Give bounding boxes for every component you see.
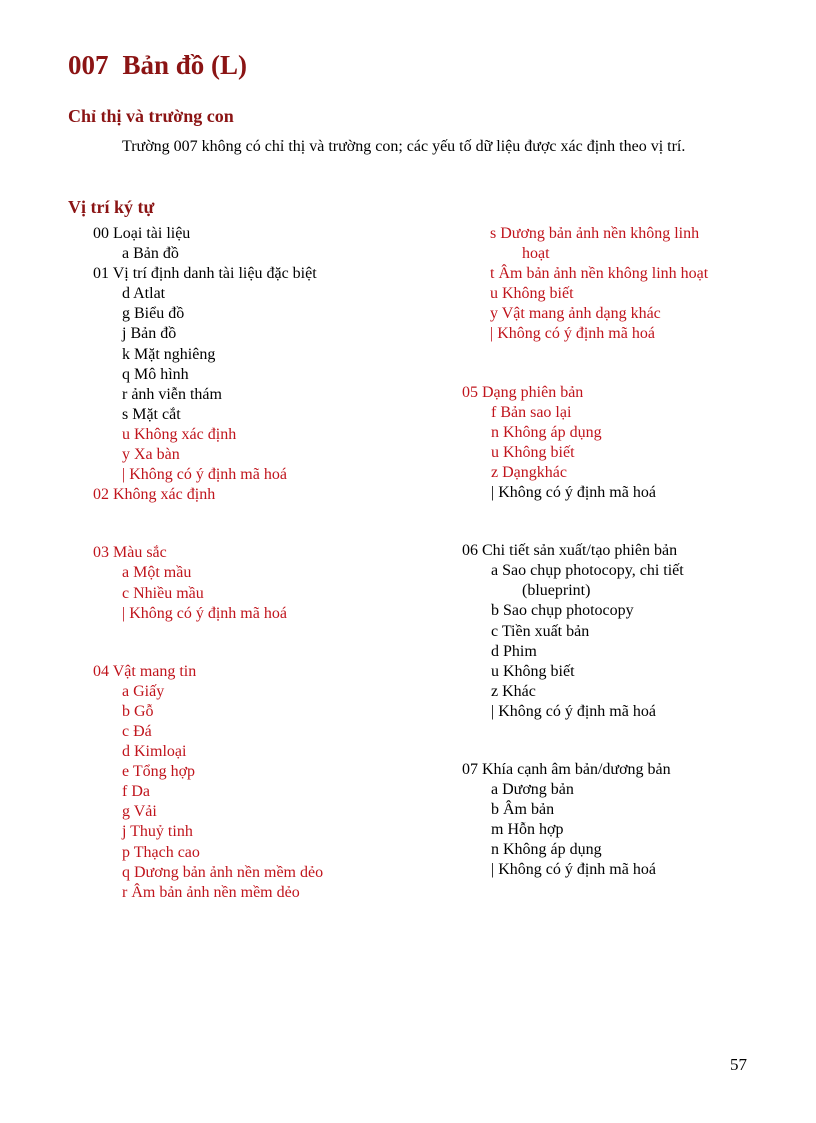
position-04-continued	[462, 224, 762, 345]
code-item: a Giấy	[122, 682, 165, 700]
position-02	[93, 485, 423, 505]
code-item: a Một mầu	[122, 564, 192, 582]
code-item: c Đá	[122, 722, 152, 740]
code-item: q Dương bản ảnh nền mềm dẻo	[122, 863, 324, 881]
code-item: t Âm bản ảnh nền không linh hoạt	[490, 265, 709, 283]
code-item: s Dương bản ảnh nền không linh	[490, 225, 700, 242]
code-item: c Nhiều mầu	[122, 584, 204, 602]
code-item: y Xa bàn	[122, 446, 180, 464]
indicators-heading: Chỉ thị và trường con	[68, 106, 234, 126]
position-05	[462, 383, 762, 504]
code-item: b Âm bản	[491, 801, 555, 819]
field-code: 007	[68, 50, 109, 80]
code-item: n Không áp dụng	[491, 423, 602, 441]
code-item: n Không áp dụng	[491, 841, 602, 859]
position-label: 06 Chi tiết sản xuất/tạo phiên bản	[462, 542, 678, 560]
code-item: y Vật mang ảnh dạng khác	[490, 305, 661, 323]
code-item: p Thạch cao	[122, 843, 200, 861]
left-column	[93, 224, 423, 903]
code-item-continuation: (blueprint)	[522, 582, 591, 600]
position-label: 07 Khía cạnh âm bản/dương bản	[462, 760, 671, 778]
code-item: a Dương bản	[491, 781, 574, 799]
positions-heading: Vị trí ký tự	[68, 197, 155, 217]
code-item: b Sao chụp photocopy	[491, 602, 634, 620]
code-item: u Không biết	[491, 662, 575, 680]
code-item: f Da	[122, 783, 150, 801]
code-item: g Vải	[122, 803, 157, 821]
position-04	[93, 662, 423, 903]
field-name: Bản đồ (L)	[122, 50, 248, 80]
position-01	[93, 264, 423, 485]
position-00	[93, 224, 423, 264]
code-item-continuation: hoạt	[522, 245, 550, 263]
code-item: s Mặt cắt	[122, 405, 181, 423]
position-label: 05 Dạng phiên bản	[462, 383, 584, 401]
code-item: | Không có ý định mã hoá	[490, 325, 655, 343]
position-07	[462, 760, 762, 881]
code-item: r ảnh viễn thám	[122, 385, 222, 403]
code-item: u Không xác định	[122, 425, 237, 443]
page-title	[68, 50, 247, 81]
code-item: k Mặt nghiêng	[122, 345, 216, 363]
code-item: d Atlat	[122, 285, 166, 303]
code-item: f Bản sao lại	[491, 403, 572, 421]
code-item: z Khác	[491, 682, 536, 700]
code-item: | Không có ý định mã hoá	[122, 466, 287, 484]
code-item: r Âm bản ảnh nền mềm dẻo	[122, 883, 300, 901]
code-item: c Tiền xuất bản	[491, 622, 590, 640]
code-item: | Không có ý định mã hoá	[491, 861, 656, 879]
code-item: j Thuỷ tinh	[122, 823, 193, 841]
position-label: 00 Loại tài liệu	[93, 225, 191, 242]
code-item: a Sao chụp photocopy, chi tiết	[491, 562, 684, 580]
position-label: 04 Vật mang tin	[93, 662, 197, 680]
code-item: q Mô hình	[122, 365, 189, 383]
code-item: d Phim	[491, 642, 537, 660]
code-item: u Không biết	[490, 285, 574, 303]
code-item: | Không có ý định mã hoá	[122, 604, 287, 622]
page-number: 57	[730, 1055, 747, 1074]
code-item: m Hỗn hợp	[491, 821, 564, 839]
code-item: d Kimloại	[122, 743, 187, 761]
indicators-description: Trường 007 không có chỉ thị và trường con; các yếu tố dữ liệu được xác định theo vị trí.	[122, 138, 686, 155]
code-item: z Dạngkhác	[491, 463, 567, 481]
code-item: | Không có ý định mã hoá	[491, 702, 656, 720]
code-item: | Không có ý định mã hoá	[491, 484, 656, 502]
code-item: a Bản đồ	[122, 245, 179, 263]
code-item: j Bản đồ	[122, 325, 177, 343]
position-06	[462, 541, 762, 722]
position-03	[93, 543, 423, 623]
code-item: u Không biết	[491, 443, 575, 461]
code-item: b Gỗ	[122, 702, 154, 720]
position-label: 03 Màu sắc	[93, 544, 167, 562]
right-column	[462, 224, 762, 881]
code-item: e Tổng hợp	[122, 763, 196, 781]
position-label: 01 Vị trí định danh tài liệu đặc biệt	[93, 265, 317, 283]
code-item: g Biểu đồ	[122, 305, 185, 323]
position-label: 02 Không xác định	[93, 486, 216, 504]
